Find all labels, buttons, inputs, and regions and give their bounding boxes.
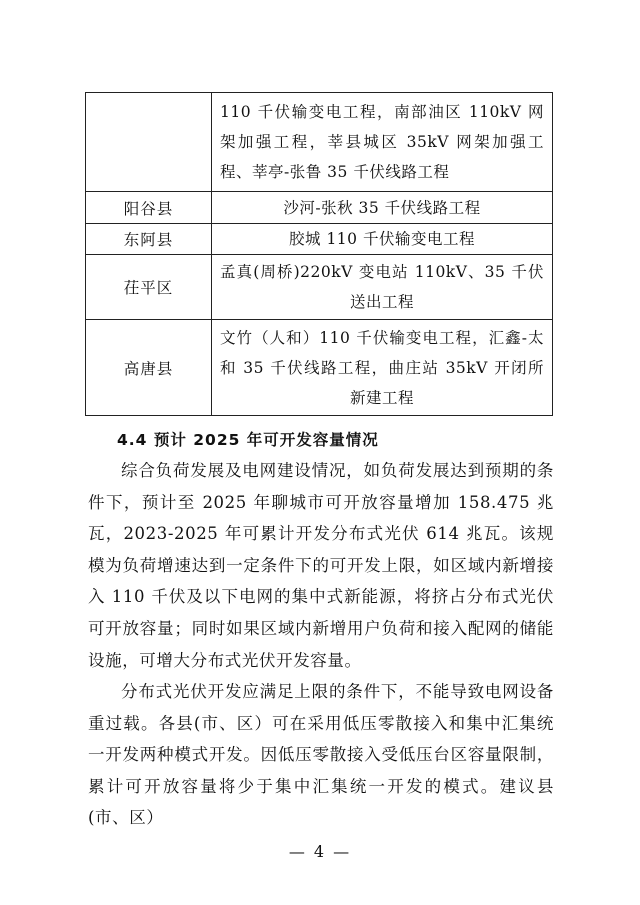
county-cell (86, 93, 212, 192)
project-cell: 沙河-张秋 35 千伏线路工程 (212, 192, 553, 224)
project-cell: 110 千伏输变电工程，南部油区 110kV 网架加强工程，莘县城区 35kV 网架加强工程、莘亭-张鲁 35 千伏线路工程 (212, 93, 553, 192)
table-row (86, 320, 553, 416)
table-row (86, 255, 553, 320)
body-paragraph: 分布式光伏开发应满足上限的条件下，不能导致电网设备重过载。各县(市、区）可在采用低压零散接入和集中汇集统一开发两种模式开发。因低压零散接入受低压台区容量限制，累计可开放容量将少于集中汇集统一开发的模式。建议县(市、区） (88, 682, 554, 828)
county-cell: 高唐县 (86, 320, 212, 416)
county-cell: 茌平区 (86, 255, 212, 320)
table-row (86, 93, 553, 192)
table-row (86, 224, 553, 255)
body-paragraph: 综合负荷发展及电网建设情况，如负荷发展达到预期的条件下，预计至 2025 年聊城市可开放容量增加 158.475 兆瓦，2023-2025 年可累计开发分布式光伏 614 兆瓦。该规模为负荷增速达到一定条件下的可开发上限，如区域内新增接入 110 千伏及以下电网的集中式新能源，将挤占分布式光伏可开放容量；同时如果区域内新增用户负荷和接入配网的储能设施，可增大分布式光伏开发容量。 (88, 461, 554, 670)
project-cell: 文竹（人和）110 千伏输变电工程，汇鑫-太和 35 千伏线路工程，曲庄站 35kV 开闭所新建工程 (212, 320, 553, 416)
project-table (85, 92, 553, 416)
county-cell: 阳谷县 (86, 192, 212, 224)
project-cell: 孟真(周桥)220kV 变电站 110kV、35 千伏送出工程 (212, 255, 553, 320)
table-row (86, 192, 553, 224)
project-cell: 胶城 110 千伏输变电工程 (212, 224, 553, 255)
county-cell: 东阿县 (86, 224, 212, 255)
section-heading: 4.4 预计 2025 年可开发容量情况 (117, 431, 379, 449)
page-number: — 4 — (288, 842, 352, 861)
